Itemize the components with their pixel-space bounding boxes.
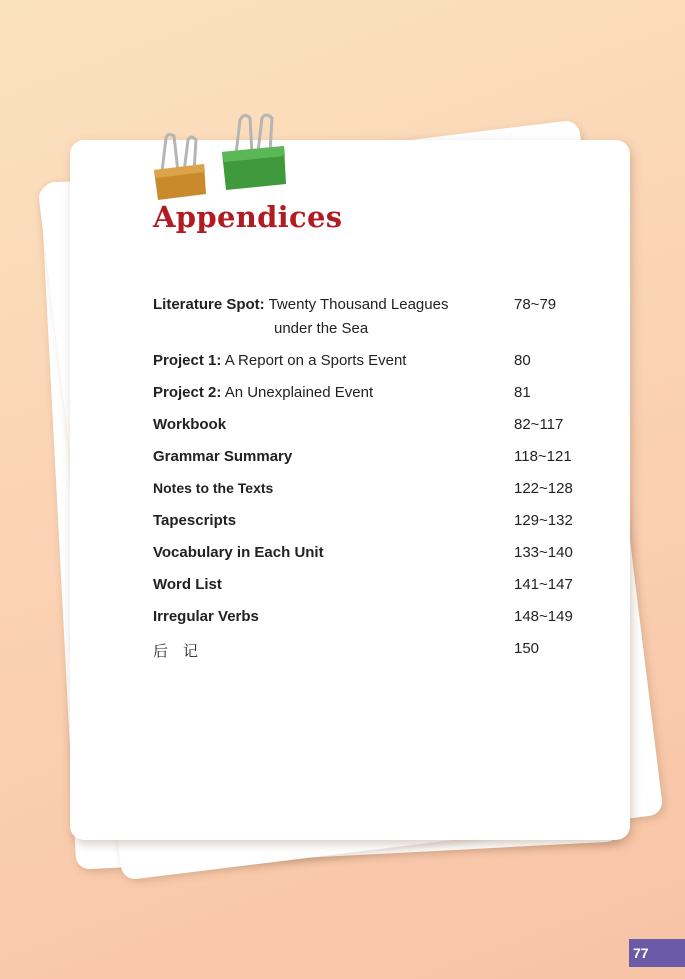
toc-label: [153, 352, 406, 369]
toc-pages: 133~140: [514, 544, 573, 561]
toc-pages: 150: [514, 640, 540, 657]
toc-label: [153, 384, 373, 401]
toc-row-vocabulary-in-each-unit: [153, 540, 593, 572]
toc-pages: 82~117: [514, 416, 564, 433]
toc-pages: 81: [514, 384, 531, 401]
page-title: Appendices: [153, 200, 343, 234]
toc-pages: 80: [514, 352, 531, 369]
toc-row-tapescripts: [153, 508, 593, 540]
toc-label-bold: Project 1:: [153, 352, 222, 369]
toc-pages: 122~128: [514, 480, 573, 497]
toc-pages: 78~79: [514, 296, 557, 313]
toc-row-workbook: [153, 412, 593, 444]
toc-label-bold: Project 2:: [153, 384, 222, 401]
page-number-badge: 77: [629, 939, 685, 967]
toc-row-literature-spot: [153, 292, 593, 348]
toc-label: Irregular Verbs: [153, 608, 259, 625]
toc-label: 后 记: [153, 642, 199, 660]
toc-label: Notes to the Texts: [153, 480, 274, 496]
toc-row-word-list: [153, 572, 593, 604]
toc-row-notes-to-the-texts: [153, 476, 593, 508]
toc-label: Word List: [153, 576, 222, 593]
toc-pages: 141~147: [514, 576, 573, 593]
green-binder-clip-icon: [218, 112, 290, 192]
table-of-contents: [153, 292, 593, 668]
toc-row-postscript: [153, 636, 593, 668]
toc-row-project-2: [153, 380, 593, 412]
toc-label-text: An Unexplained Event: [224, 384, 374, 401]
toc-row-irregular-verbs: [153, 604, 593, 636]
toc-pages: 129~132: [514, 512, 573, 529]
toc-label: [153, 296, 448, 313]
toc-label-bold: Literature Spot:: [153, 296, 265, 313]
toc-label: Tapescripts: [153, 512, 237, 529]
toc-pages: 148~149: [514, 608, 573, 625]
orange-binder-clip-icon: [148, 132, 210, 202]
toc-label: Workbook: [153, 416, 227, 433]
toc-label-text: A Report on a Sports Event: [224, 352, 407, 369]
toc-label-continuation: under the Sea: [274, 320, 369, 337]
toc-row-project-1: [153, 348, 593, 380]
toc-label: Grammar Summary: [153, 448, 293, 465]
toc-label-text: Twenty Thousand Leagues: [268, 296, 449, 313]
toc-row-grammar-summary: [153, 444, 593, 476]
toc-label: Vocabulary in Each Unit: [153, 544, 324, 561]
toc-pages: 118~121: [514, 448, 572, 465]
